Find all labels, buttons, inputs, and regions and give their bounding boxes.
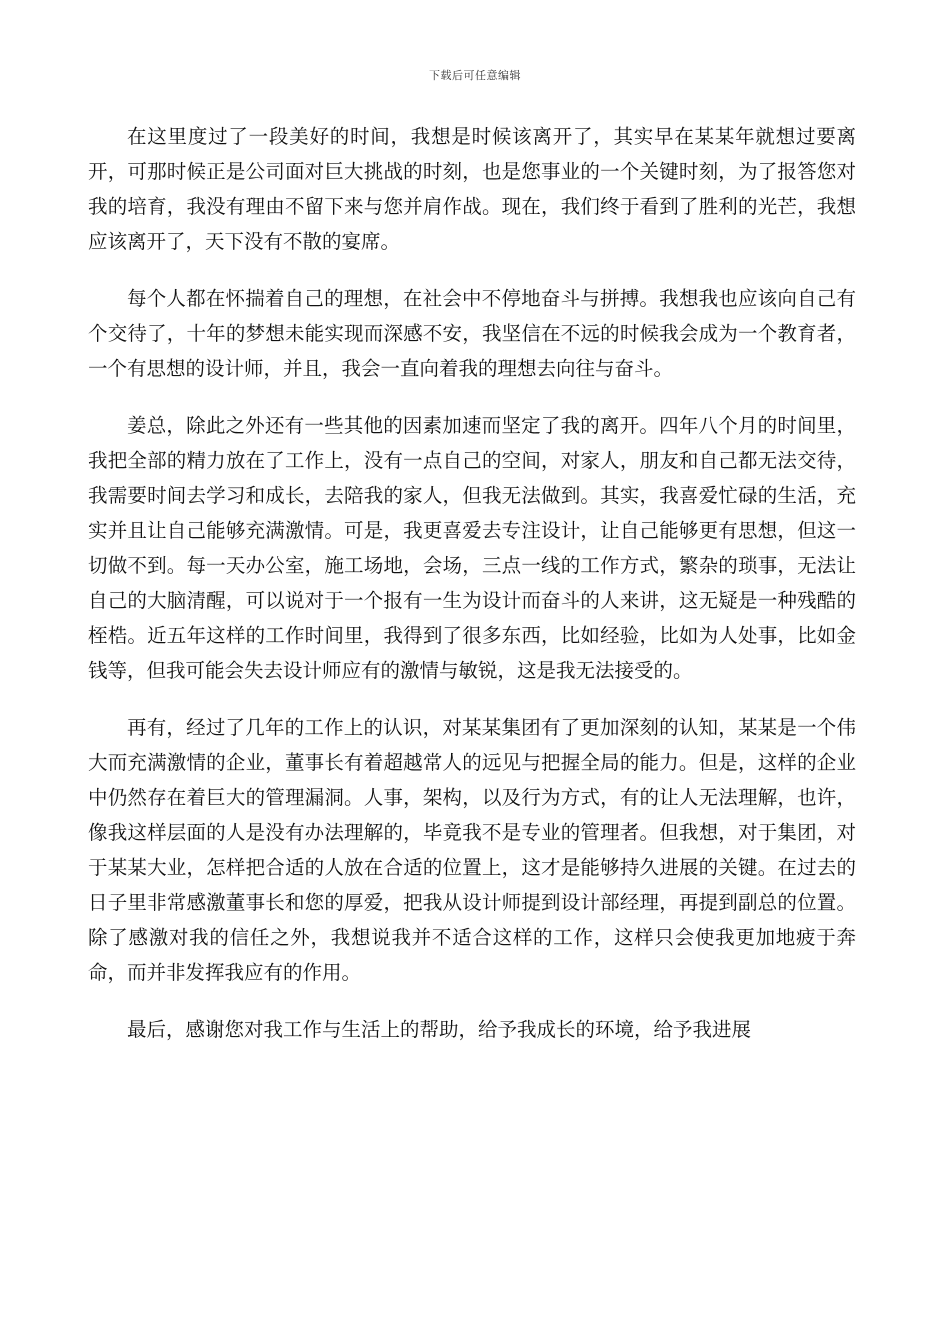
page-header: 下载后可任意编辑 (429, 69, 521, 82)
paragraph: 再有，经过了几年的工作上的认识，对某某集团有了更加深刻的认知，某某是一个伟大而充满激情的企业，董事长有着超越常人的远见与把握全局的能力。但是，这样的企业中仍然存在着巨大的管理漏洞。人事，架构，以及行为方式，有的让人无法理解，也许，像我这样层面的人是没有办法理解的，毕竟我不是专业的管理者。但我想，对于集团，对于某某大业，怎样把合适的人放在合适的位置上，这才是能够持久进展的关键。在过去的日子里非常感激董事长和您的厚爱，把我从设计师提到设计部经理，再提到副总的位置。除了感激对我的信任之外，我想说我并不适合这样的工作，这样只会使我更加地疲于奔命，而并非发挥我应有的作用。 (88, 716, 856, 984)
document-body (88, 119, 856, 1069)
paragraph: 每个人都在怀揣着自己的理想，在社会中不停地奋斗与拼搏。我想我也应该向自己有个交待了，十年的梦想未能实现而深感不安，我坚信在不远的时候我会成为一个教育者，一个有思想的设计师，并且，我会一直向着我的理想去向往与奋斗。 (88, 287, 856, 380)
paragraph: 在这里度过了一段美好的时间，我想是时候该离开了，其实早在某某年就想过要离开，可那时候正是公司面对巨大挑战的时刻，也是您事业的一个关键时刻，为了报答您对我的培育，我没有理由不留下来与您并肩作战。现在，我们终于看到了胜利的光芒，我想应该离开了，天下没有不散的宴席。 (88, 125, 856, 253)
paragraph: 姜总，除此之外还有一些其他的因素加速而坚定了我的离开。四年八个月的时间里，我把全部的精力放在了工作上，没有一点自己的空间，对家人，朋友和自己都无法交待，我需要时间去学习和成长，去陪我的家人，但我无法做到。其实，我喜爱忙碌的生活，充实并且让自己能够充满激情。可是，我更喜爱去专注设计，让自己能够更有思想，但这一切做不到。每一天办公室，施工场地，会场，三点一线的工作方式，繁杂的琐事，无法让自己的大脑清醒，可以说对于一个报有一生为设计而奋斗的人来讲，这无疑是一种残酷的桎梏。近五年这样的工作时间里，我得到了很多东西，比如经验，比如为人处事，比如金钱等，但我可能会失去设计师应有的激情与敏锐，这是我无法接受的。 (88, 414, 856, 682)
paragraph: 最后，感谢您对我工作与生活上的帮助，给予我成长的环境，给予我进展 (127, 1018, 752, 1041)
